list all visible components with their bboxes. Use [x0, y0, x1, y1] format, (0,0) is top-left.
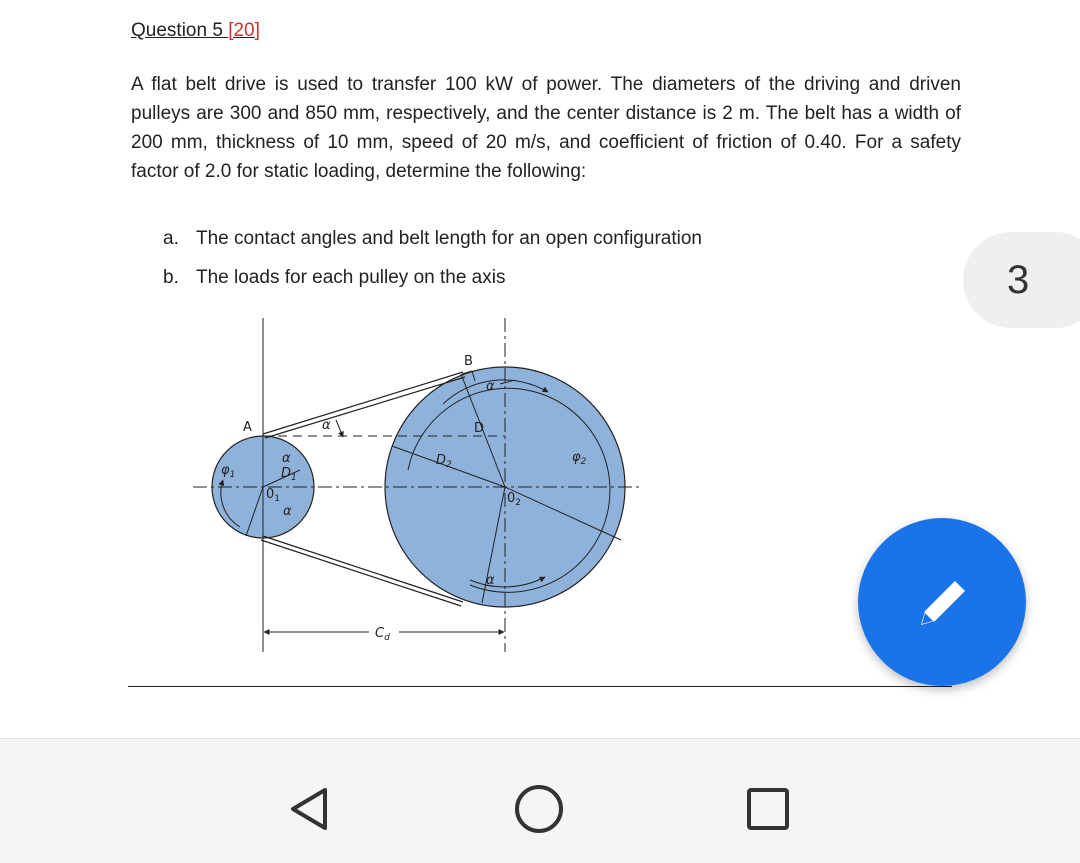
label-b: B	[464, 354, 473, 369]
navigation-bar	[0, 738, 1080, 863]
label-alpha-bottom: α	[486, 573, 495, 588]
page-indicator[interactable]	[963, 232, 1080, 328]
list-text: The contact angles and belt length for an open configuration	[196, 228, 702, 249]
label-o1: $0_1$	[266, 487, 281, 504]
label-alpha-small-bottom: α	[283, 504, 292, 519]
list-marker: b.	[163, 267, 179, 288]
belt-drive-diagram	[180, 310, 650, 660]
label-d1: $D_1$	[281, 466, 297, 483]
label-d2: $D_2$	[436, 453, 452, 470]
label-alpha-top: α	[486, 379, 495, 394]
page-number: 3	[1007, 258, 1030, 302]
recents-icon	[743, 784, 793, 834]
question-body: A flat belt drive is used to transfer 100 kW of power. The diameters of the driving and driven pulleys are 300 and 850 mm, respectively, and the center distance is 2 m. The belt has a width of 200 mm, thickness of 10 mm, speed of 20 m/s, and coefficient of friction of 0.40. For a safety factor of 2.0 for static loading, determine the following:	[131, 74, 961, 182]
question-label: Question 5	[131, 20, 223, 41]
label-phi1: $\varphi_1$	[221, 463, 236, 480]
back-icon	[285, 784, 335, 834]
separator-line	[128, 686, 952, 687]
label-cd: $C_d$	[375, 626, 390, 643]
label-a: A	[243, 420, 252, 435]
label-o2: $0_2$	[507, 491, 522, 508]
question-parts	[163, 226, 702, 304]
list-marker: a.	[163, 228, 179, 249]
label-d: D	[474, 421, 485, 436]
edit-fab-button[interactable]	[858, 518, 1026, 686]
question-points: [20]	[228, 20, 260, 41]
nav-recents-button[interactable]	[738, 779, 798, 839]
label-phi2: $\varphi_2$	[572, 450, 587, 467]
pencil-icon	[907, 567, 977, 637]
list-text: The loads for each pulley on the axis	[196, 267, 506, 288]
list-item	[163, 265, 702, 304]
label-alpha-small-top: α	[282, 451, 291, 466]
nav-home-button[interactable]	[509, 779, 569, 839]
nav-back-button[interactable]	[280, 779, 340, 839]
home-icon	[511, 781, 567, 837]
list-item	[163, 226, 702, 265]
label-alpha-belt: α	[322, 418, 331, 433]
question-title	[131, 20, 260, 42]
